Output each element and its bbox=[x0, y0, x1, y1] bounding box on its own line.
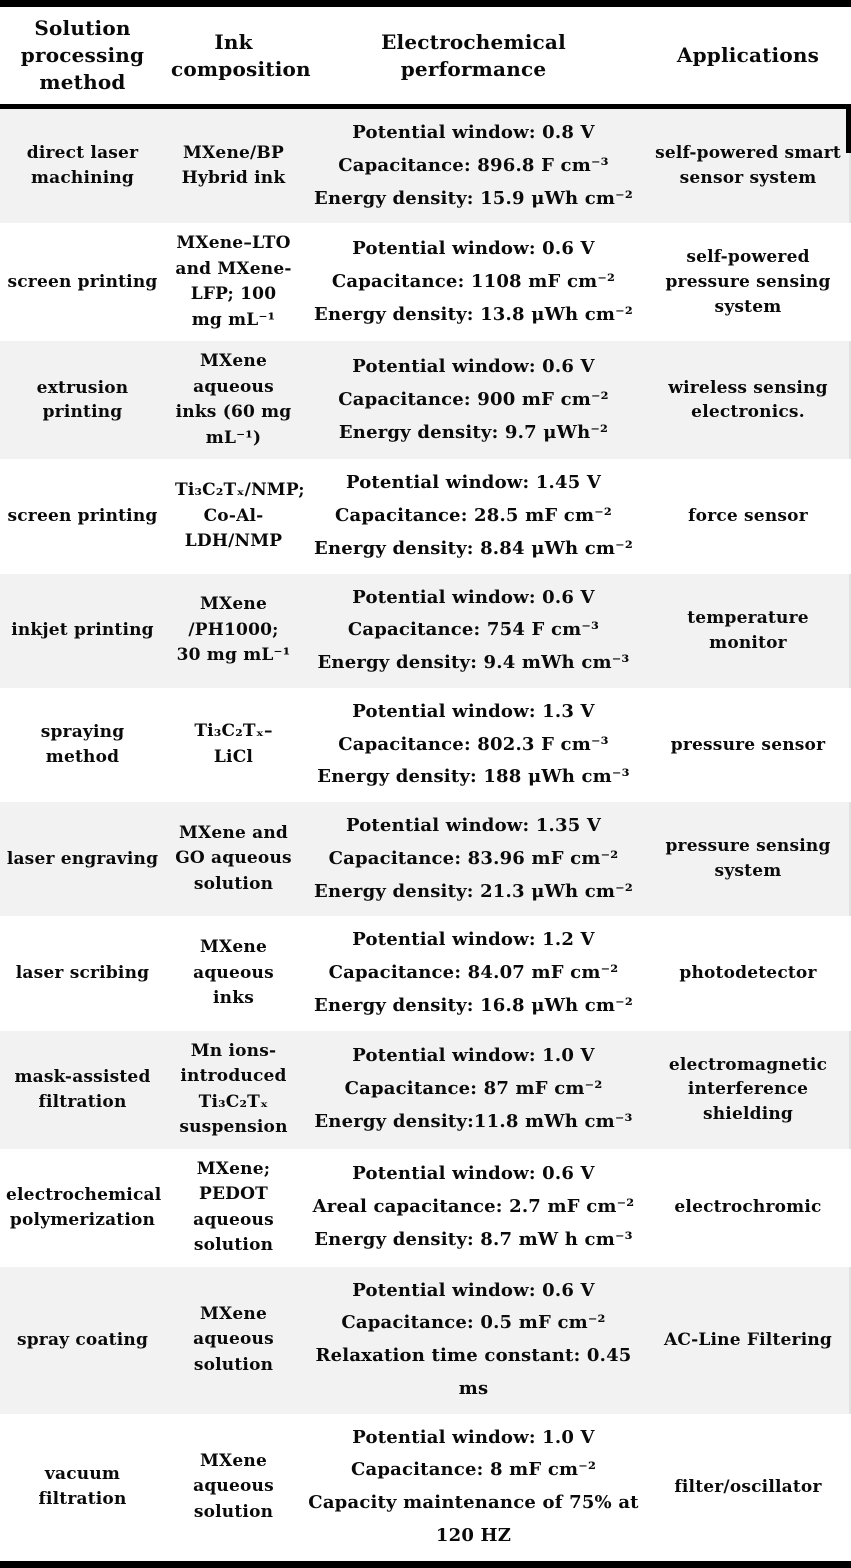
cell-electrochemical-performance bbox=[302, 223, 645, 341]
cell-electrochemical-performance bbox=[302, 1414, 645, 1565]
performance-line: Potential window: 0.6 V bbox=[352, 238, 595, 260]
table-row bbox=[0, 574, 851, 688]
performance-line: Capacitance: 0.5 mF cm⁻² bbox=[341, 1312, 606, 1334]
performance-line: Capacitance: 8 mF cm⁻² bbox=[350, 1459, 597, 1481]
table-row bbox=[0, 802, 851, 916]
performance-line: Capacitance: 84.07 mF cm⁻² bbox=[328, 962, 619, 983]
performance-line: Potential window: 0.6 V bbox=[352, 356, 595, 378]
performance-line: Energy density: 9.7 μWh⁻² bbox=[338, 421, 609, 443]
cell-processing-method: screen printing bbox=[0, 459, 165, 573]
cell-application: force sensor bbox=[645, 459, 851, 573]
performance-line: Capacity maintenance of 75% at 120 HZ bbox=[308, 1492, 639, 1546]
performance-line: Energy density: 8.84 μWh cm⁻² bbox=[314, 537, 633, 559]
cell-ink-composition: MXene and GO aqueous solution bbox=[165, 802, 302, 916]
table-row bbox=[0, 1149, 851, 1267]
performance-line: Capacitance: 83.96 mF cm⁻² bbox=[328, 847, 619, 869]
cell-ink-composition: MXene aqueous inks bbox=[165, 916, 302, 1030]
performance-line: Potential window: 0.6 V bbox=[352, 1163, 595, 1185]
cell-electrochemical-performance bbox=[302, 802, 645, 916]
cell-processing-method: extrusion printing bbox=[0, 341, 165, 459]
cell-electrochemical-performance bbox=[302, 459, 645, 573]
performance-line: Capacitance: 802.3 F cm⁻³ bbox=[338, 733, 609, 755]
performance-line: Potential window: 1.3 V bbox=[352, 700, 595, 722]
header-electrochemical-performance: Electrochemical performance bbox=[302, 4, 645, 107]
header-solution-processing-method: Solution processing method bbox=[0, 4, 165, 107]
performance-line: Energy density: 15.9 μWh cm⁻² bbox=[314, 187, 633, 209]
cell-processing-method: electrochemical polymerization bbox=[0, 1149, 165, 1267]
performance-line: Potential window: 0.6 V bbox=[352, 586, 595, 608]
table-body bbox=[0, 107, 851, 1565]
cell-application: wireless sensing electronics. bbox=[645, 341, 851, 459]
performance-line: Energy density: 9.4 mWh cm⁻³ bbox=[317, 652, 630, 673]
cell-ink-composition: MXene; PEDOT aqueous solution bbox=[165, 1149, 302, 1267]
table-row bbox=[0, 223, 851, 341]
cell-processing-method: mask-assisted filtration bbox=[0, 1031, 165, 1149]
performance-line: Relaxation time constant: 0.45 ms bbox=[315, 1345, 632, 1399]
performance-line: Potential window: 1.0 V bbox=[352, 1045, 595, 1067]
cell-electrochemical-performance bbox=[302, 916, 645, 1030]
performance-line: Capacitance: 900 mF cm⁻² bbox=[338, 388, 609, 410]
performance-line: Energy density: 188 μWh cm⁻³ bbox=[317, 766, 630, 788]
table-row bbox=[0, 107, 851, 224]
cell-application: AC-Line Filtering bbox=[645, 1267, 851, 1414]
table-header bbox=[0, 4, 851, 107]
cell-processing-method: laser scribing bbox=[0, 916, 165, 1030]
cell-electrochemical-performance bbox=[302, 688, 645, 802]
cell-electrochemical-performance bbox=[302, 341, 645, 459]
cell-application: pressure sensor bbox=[645, 688, 851, 802]
performance-line: Energy density: 13.8 μWh cm⁻² bbox=[314, 303, 633, 325]
cell-electrochemical-performance bbox=[302, 1267, 645, 1414]
performance-line: Energy density: 8.7 mW h cm⁻³ bbox=[314, 1228, 633, 1250]
cell-ink-composition: MXene/BP Hybrid ink bbox=[165, 107, 302, 224]
performance-line: Potential window: 1.35 V bbox=[345, 815, 602, 836]
performance-line: Energy density: 21.3 μWh cm⁻² bbox=[314, 880, 633, 902]
performance-line: Potential window: 1.2 V bbox=[352, 929, 595, 951]
cell-ink-composition: MXene /PH1000; 30 mg mL⁻¹ bbox=[165, 574, 302, 688]
cell-electrochemical-performance bbox=[302, 1149, 645, 1267]
table-row bbox=[0, 459, 851, 573]
cell-ink-composition: Ti₃C₂Tₓ/NMP; Co-Al-LDH/NMP bbox=[165, 459, 302, 573]
performance-line: Energy density:11.8 mWh cm⁻³ bbox=[314, 1110, 633, 1132]
cell-ink-composition: MXene aqueous solution bbox=[165, 1414, 302, 1565]
cell-application: pressure sensing system bbox=[645, 802, 851, 916]
cell-application: temperature monitor bbox=[645, 574, 851, 688]
table-row bbox=[0, 688, 851, 802]
cell-processing-method: inkjet printing bbox=[0, 574, 165, 688]
cell-processing-method: vacuum filtration bbox=[0, 1414, 165, 1565]
cell-ink-composition: Ti₃C₂Tₓ–LiCl bbox=[165, 688, 302, 802]
table-row bbox=[0, 341, 851, 459]
performance-line: Capacitance: 896.8 F cm⁻³ bbox=[338, 154, 609, 176]
performance-line: Areal capacitance: 2.7 mF cm⁻² bbox=[312, 1196, 635, 1218]
cell-application: electromagnetic interference shielding bbox=[645, 1031, 851, 1149]
performance-line: Capacitance: 1108 mF cm⁻² bbox=[331, 270, 616, 292]
cell-processing-method: direct laser machining bbox=[0, 107, 165, 224]
performance-line: Potential window: 1.45 V bbox=[345, 472, 602, 494]
cell-application: self-powered pressure sensing system bbox=[645, 223, 851, 341]
cell-ink-composition: MXene aqueous solution bbox=[165, 1267, 302, 1414]
performance-line: Capacitance: 28.5 mF cm⁻² bbox=[334, 505, 612, 526]
performance-line: Capacitance: 754 F cm⁻³ bbox=[347, 619, 600, 641]
performance-line: Potential window: 0.6 V bbox=[352, 1279, 595, 1301]
header-ink-composition: Ink composition bbox=[165, 4, 302, 107]
table-row bbox=[0, 1414, 851, 1565]
cell-processing-method: spray coating bbox=[0, 1267, 165, 1414]
table-row bbox=[0, 1267, 851, 1414]
table-row bbox=[0, 1031, 851, 1149]
header-row bbox=[0, 4, 851, 107]
table-row bbox=[0, 916, 851, 1030]
cell-application: self-powered smart sensor system bbox=[645, 107, 851, 224]
performance-line: Energy density: 16.8 μWh cm⁻² bbox=[314, 994, 633, 1016]
cell-electrochemical-performance bbox=[302, 574, 645, 688]
cell-processing-method: spraying method bbox=[0, 688, 165, 802]
header-applications: Applications bbox=[645, 4, 851, 107]
performance-line: Capacitance: 87 mF cm⁻² bbox=[344, 1078, 603, 1100]
cell-electrochemical-performance bbox=[302, 107, 645, 224]
performance-line: Potential window: 1.0 V bbox=[352, 1426, 595, 1448]
cell-application: filter/oscillator bbox=[645, 1414, 851, 1565]
performance-line: Potential window: 0.8 V bbox=[352, 122, 595, 143]
cell-application: electrochromic bbox=[645, 1149, 851, 1267]
cell-processing-method: screen printing bbox=[0, 223, 165, 341]
cell-ink-composition: MXene aqueous inks (60 mg mL⁻¹) bbox=[165, 341, 302, 459]
cell-application: photodetector bbox=[645, 916, 851, 1030]
cell-ink-composition: Mn ions-introduced Ti₃C₂Tₓ suspension bbox=[165, 1031, 302, 1149]
cell-ink-composition: MXene–LTO and MXene-LFP; 100 mg mL⁻¹ bbox=[165, 223, 302, 341]
cell-electrochemical-performance bbox=[302, 1031, 645, 1149]
cell-processing-method: laser engraving bbox=[0, 802, 165, 916]
